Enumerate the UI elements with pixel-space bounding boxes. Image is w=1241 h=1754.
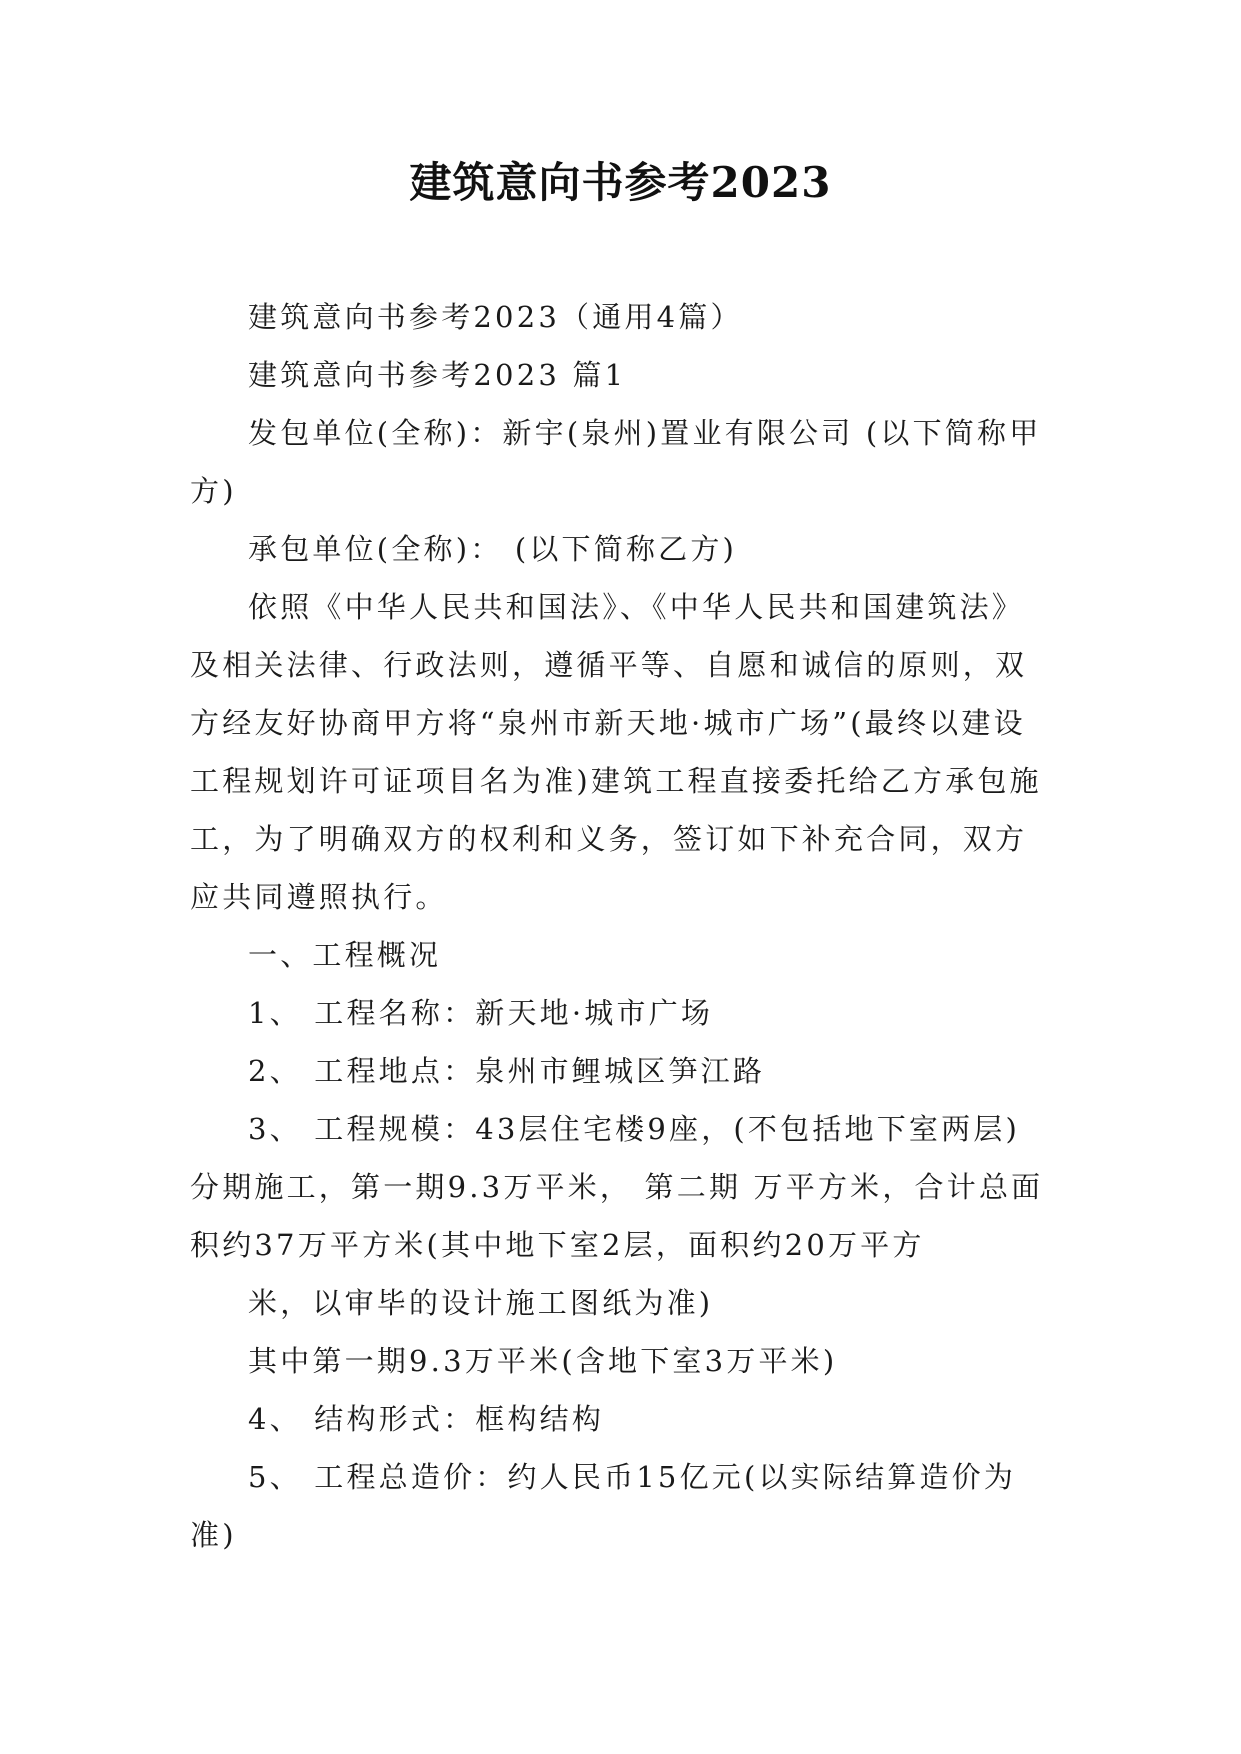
list-item-project-scale-continued: 米，以审毕的设计施工图纸为准): [248, 1286, 714, 1320]
paragraph-contractor: 承包单位(全称)： (以下简称乙方): [248, 532, 738, 566]
list-item-total-cost: 5、 工程总造价：约人民币15亿元(以实际结算造价为准): [190, 1460, 1017, 1552]
section-heading-overview: 一、工程概况: [248, 938, 442, 972]
document-body: [190, 288, 1050, 1564]
list-item-project-scale: 3、 工程规模：43层住宅楼9座，(不包括地下室两层)分期施工，第一期9.3万平米， 第二期 万平方米，合计总面积约37万平方米(其中地下室2层，面积约20万平方: [190, 1112, 1044, 1262]
paragraph-employer: 发包单位(全称)：新宇(泉州)置业有限公司 (以下简称甲方): [190, 416, 1042, 508]
list-item-structure-type: 4、 结构形式：框构结构: [248, 1402, 605, 1436]
paragraph-subtitle: 建筑意向书参考2023（通用4篇）: [248, 300, 743, 334]
list-item-project-location: 2、 工程地点：泉州市鲤城区笋江路: [248, 1054, 766, 1088]
paragraph-part-heading: 建筑意向书参考2023 篇1: [248, 358, 627, 392]
document-title: 建筑意向书参考2023: [409, 158, 832, 207]
list-item-project-name: 1、 工程名称：新天地·城市广场: [248, 996, 714, 1030]
paragraph-phase-one: 其中第一期9.3万平米(含地下室3万平米): [248, 1344, 838, 1378]
paragraph-preamble: 依照《中华人民共和国法》、《中华人民共和国建筑法》及相关法律、行政法则，遵循平等、自愿和诚信的原则，双方经友好协商甲方将“泉州市新天地·城市广场”(最终以建设工程规划许可证项目名为准)建筑工程直接委托给乙方承包施工，为了明确双方的权利和义务，签订如下补充合同，双方应共同遵照执行。: [190, 590, 1042, 914]
